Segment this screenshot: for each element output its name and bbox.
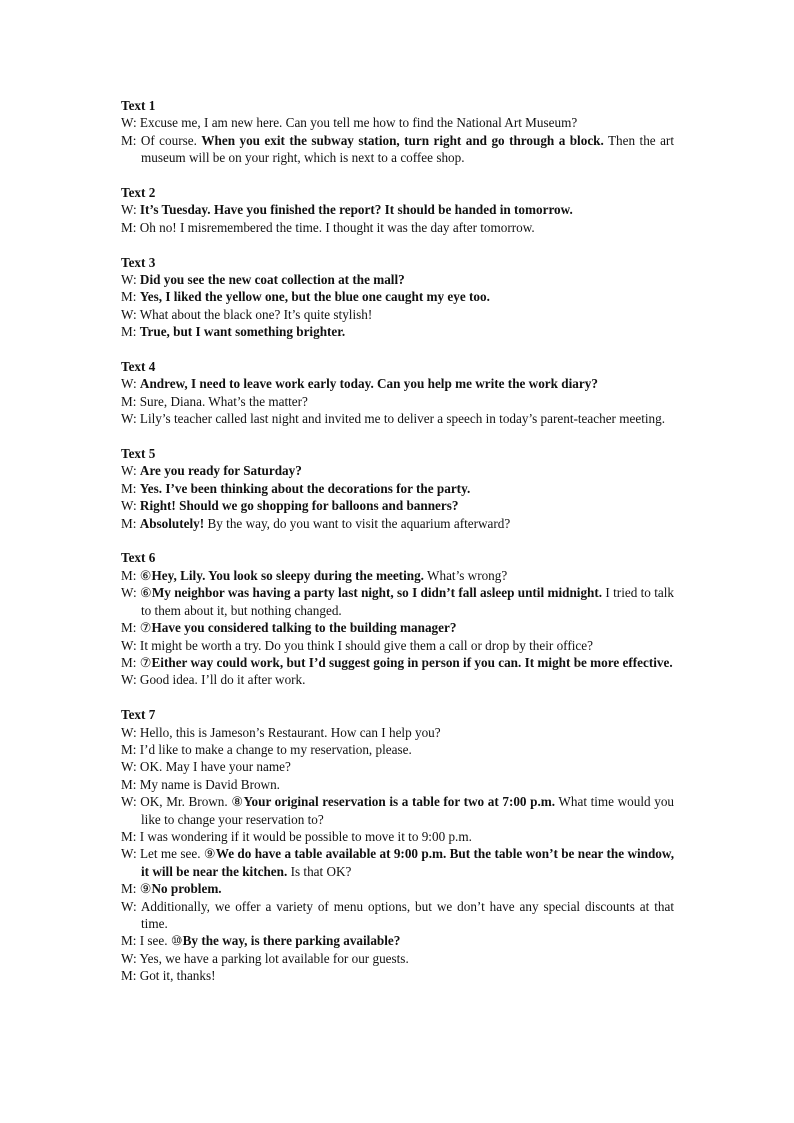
text-segment: I’d like to make a change to my reservation, please. [139,741,412,757]
dialogue-line [121,880,674,897]
bold-text: By the way, is there parking available? [182,933,401,949]
speaker-label: W: [121,498,137,514]
dialogue-line [121,654,674,671]
section-title: Text 7 [121,707,156,723]
text-segment: ⑨ [139,881,152,897]
section-title: Text 3 [121,254,156,270]
dialogue-line [121,845,674,880]
text-segment: What’s wrong? [423,567,508,583]
speaker-label: W: [121,376,137,392]
speaker-label: W: [121,272,137,288]
text-segment: ⑧ [231,794,244,810]
text-section [121,254,674,341]
speaker-label: W: [121,202,137,218]
text-section [121,549,674,688]
speaker-label: W: [121,585,137,601]
dialogue-line [121,758,674,775]
speaker-label: W: [121,411,137,427]
text-segment: ⑥ [139,585,152,601]
text-segment: ⑦ [139,620,152,636]
text-segment: ⑥ [139,567,152,583]
section-title: Text 4 [121,359,156,375]
speaker-label: M: [121,828,137,844]
text-section [121,445,674,532]
text-segment: Of course. [140,132,202,148]
text-section [121,358,674,428]
speaker-label: W: [121,672,137,688]
bold-text: True, but I want something brighter. [139,324,346,340]
text-segment: Sure, Diana. What’s the matter? [139,393,308,409]
bold-text: Right! Should we go shopping for balloons and banners? [139,498,459,514]
bold-text: Yes, I liked the yellow one, but the blue one caught my eye too. [139,289,490,305]
text-segment: OK. May I have your name? [139,759,291,775]
dialogue-line [121,637,674,654]
dialogue-line [121,271,674,288]
speaker-label: W: [121,724,137,740]
dialogue-line [121,584,674,619]
dialogue-line [121,132,674,167]
text-segment: Hello, this is Jameson’s Restaurant. How can I help you? [139,724,441,740]
text-segment: ⑩ [170,933,183,949]
text-segment: ⑨ [203,846,216,862]
speaker-label: M: [121,741,137,757]
text-segment: Excuse me, I am new here. Can you tell me how to find the National Art Museum? [139,115,578,131]
speaker-label: W: [121,846,137,862]
bold-text: No problem. [151,881,222,897]
speaker-label: W: [121,759,137,775]
speaker-label: M: [121,515,137,531]
speaker-label: M: [121,968,137,984]
text-segment: I tried to talk to them about it, but nothing changed. [141,585,675,618]
document-body [121,97,674,1002]
text-segment: What time would you like to change your reservation to? [141,794,675,827]
text-segment: Good idea. I’ll do it after work. [139,672,306,688]
speaker-label: W: [121,306,137,322]
text-segment: ⑦ [139,654,152,670]
speaker-label: W: [121,950,137,966]
dialogue-line [121,567,674,584]
dialogue-line [121,393,674,410]
text-segment: Additionally, we offer a variety of menu options, but we don’t have any special discounts at that time. [140,898,675,931]
bold-text: Andrew, I need to leave work early today. Can you help me write the work diary? [139,376,598,392]
speaker-label: W: [121,463,137,479]
bold-text: Either way could work, but I’d suggest going in person if you can. It might be more effective. [151,654,673,670]
text-section [121,184,674,236]
text-segment: I was wondering if it would be possible to move it to 9:00 p.m. [139,828,472,844]
text-segment: Let me see. [139,846,204,862]
speaker-label: M: [121,881,137,897]
text-segment: By the way, do you want to visit the aquarium afterward? [204,515,511,531]
bold-text: My neighbor was having a party last night, so I didn’t fall asleep until midnight. [151,585,603,601]
dialogue-line [121,671,674,688]
text-section [121,97,674,167]
dialogue-line [121,619,674,636]
speaker-label: W: [121,794,137,810]
speaker-label: M: [121,620,137,636]
text-segment: I see. [139,933,171,949]
bold-text: Did you see the new coat collection at the mall? [139,272,405,288]
speaker-label: W: [121,637,137,653]
bold-text: Have you considered talking to the building manager? [151,620,457,636]
bold-text: When you exit the subway station, turn right and go through a block. [201,132,604,148]
dialogue-line [121,497,674,514]
text-section [121,706,674,985]
speaker-label: M: [121,289,137,305]
speaker-label: M: [121,324,137,340]
speaker-label: M: [121,393,137,409]
speaker-label: M: [121,219,137,235]
dialogue-line [121,462,674,479]
dialogue-line [121,114,674,131]
dialogue-line [121,515,674,532]
text-segment: Oh no! I misremembered the time. I thought it was the day after tomorrow. [139,219,535,235]
speaker-label: W: [121,115,137,131]
bold-text: Yes. I’ve been thinking about the decorations for the party. [139,480,471,496]
section-title: Text 2 [121,185,156,201]
dialogue-line [121,219,674,236]
section-title: Text 5 [121,446,156,462]
text-segment: Then the art museum will be on your right, which is next to a coffee shop. [141,132,674,166]
text-segment: Lily’s teacher called last night and invited me to deliver a speech in today’s parent-teacher meeting. [139,411,666,427]
dialogue-line [121,410,674,427]
speaker-label: M: [121,132,137,148]
dialogue-line [121,724,674,741]
bold-text: Absolutely! [139,515,205,531]
text-segment: Got it, thanks! [139,968,216,984]
bold-text: Hey, Lily. You look so sleepy during the meeting. [151,567,424,583]
dialogue-line [121,793,674,828]
bold-text: Are you ready for Saturday? [139,463,302,479]
text-segment: OK, Mr. Brown. [140,794,232,810]
section-title: Text 1 [121,98,156,113]
dialogue-line [121,201,674,218]
bold-text: Your original reservation is a table for two at 7:00 p.m. [243,794,556,810]
dialogue-line [121,950,674,967]
dialogue-line [121,288,674,305]
dialogue-line [121,932,674,949]
speaker-label: M: [121,933,137,949]
speaker-label: M: [121,480,137,496]
dialogue-line [121,898,674,933]
text-segment: My name is David Brown. [139,776,280,792]
speaker-label: W: [121,898,137,914]
text-segment: It might be worth a try. Do you think I should give them a call or drop by their office? [139,637,593,653]
text-segment: What about the black one? It’s quite stylish! [139,306,373,322]
dialogue-line [121,967,674,984]
dialogue-line [121,306,674,323]
dialogue-line [121,375,674,392]
text-segment: Yes, we have a parking lot available for our guests. [139,950,409,966]
dialogue-line [121,741,674,758]
dialogue-line [121,776,674,793]
text-segment: Is that OK? [287,863,352,879]
speaker-label: M: [121,567,137,583]
bold-text: It’s Tuesday. Have you finished the report? It should be handed in tomorrow. [139,202,573,218]
speaker-label: M: [121,654,137,670]
bold-text: We do have a table available at 9:00 p.m. But the table won’t be near the window, it will be near the kitchen. [141,846,674,879]
speaker-label: M: [121,776,137,792]
dialogue-line [121,480,674,497]
section-title: Text 6 [121,550,156,566]
dialogue-line [121,323,674,340]
dialogue-line [121,828,674,845]
